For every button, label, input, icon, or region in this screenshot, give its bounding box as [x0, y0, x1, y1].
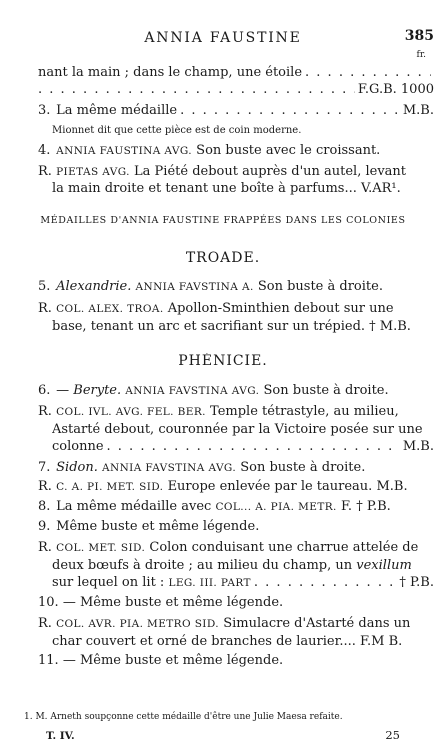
rarity-mark: M.B. [402, 103, 434, 118]
reverse-mark: R. [38, 540, 52, 555]
coin-legend: PIETAS AVG. [56, 166, 130, 178]
entry-7-obverse: 7. Sidon. ANNIA FAVSTINA AVG. Son buste à droite. [38, 460, 366, 475]
signature-mark: T. IV. [46, 730, 75, 742]
rarity-mark: F.M B. [360, 634, 403, 649]
leader-dots [107, 438, 400, 455]
entry-9-reverse: R. COL. MET. SID. Colon conduisant une charrue attelée de [38, 540, 419, 555]
entry-10-reverse: R. COL. AVR. PIA. METRO SID. Simulacre d'Astarté dans un [38, 616, 411, 631]
reverse-mark: R. [38, 164, 52, 179]
entry-7-reverse: R. C. A. PI. MET. SID. Europe enlevée par le taureau. M.B. [38, 479, 408, 494]
coin-legend: COL... A. PIA. METR. [215, 501, 337, 513]
entry-number: 10. [38, 595, 59, 610]
entry-9-reverse-line-2: deux bœufs à droite ; au milieu du champ, un vexillum [52, 558, 412, 573]
coin-legend: LEG. III. PART [168, 577, 251, 589]
leader-dots [38, 81, 355, 98]
entry-4-reverse-line-2: la main droite et tenant une boîte à parfums... V.AR¹. [52, 181, 401, 196]
entry-number: 6. [38, 383, 51, 398]
coin-legend: ANNIA FAVSTINA AVG. [102, 462, 237, 474]
section-heading-phenicie: PHÉNICIE. [178, 353, 268, 369]
entry-3: 3. La même médaille . . . M.B. [38, 102, 434, 119]
leader-dots [254, 574, 397, 591]
reverse-mark: R. [38, 616, 52, 631]
entry-5-reverse: R. COL. ALEX. TROA. Apollon-Sminthien debout sur une [38, 301, 394, 316]
coin-legend: ANNIA FAUSTINA AVG. [56, 145, 193, 157]
entry-5-obverse: 5. Alexandrie. ANNIA FAVSTINA A. Son buste à droite. [38, 279, 383, 294]
entry-4-obverse: 4. ANNIA FAUSTINA AVG. Son buste avec le croissant. [38, 143, 381, 158]
colonies-heading: MÉDAILLES D'ANNIA FAUSTINE FRAPPÉES DANS LES COLONIES [40, 215, 406, 226]
reverse-mark: R. [38, 479, 52, 494]
entry-4-reverse: R. PIETAS AVG. La Piété debout auprès d'un autel, levant [38, 164, 407, 179]
section-heading-troade: TROADE. [185, 250, 261, 266]
leader-dots [180, 102, 400, 119]
entry-6-reverse-line-2: Astarté debout, couronnée par la Victoire posée sur une [52, 422, 423, 437]
rarity-mark: † M.B. [369, 319, 411, 334]
entry-6-reverse: R. COL. IVL. AVG. FEL. BER. Temple tétrastyle, au milieu, [38, 404, 399, 419]
city-name: — Beryte. [56, 383, 122, 398]
entry-8: 8. La même médaille avec COL... A. PIA. METR. F. † P.B. [38, 499, 391, 514]
entry-9-reverse-line-3: sur lequel on lit : LEG. III. PART . . . † P.B. [52, 574, 434, 592]
coin-legend: COL. IVL. AVG. FEL. BER. [56, 406, 206, 418]
coin-legend: COL. MET. SID. [56, 542, 146, 554]
entry-number: 5. [38, 279, 51, 294]
latin-term: vexillum [356, 558, 412, 573]
entry-9-obverse: 9. Même buste et même légende. [38, 519, 260, 534]
running-title: ANNIA FAUSTINE [144, 30, 302, 46]
entry-number: 11. [38, 653, 59, 668]
entry-6-obverse: 6. — Beryte. ANNIA FAVSTINA AVG. Son buste à droite. [38, 383, 389, 398]
rarity-mark: M.B. [376, 479, 408, 494]
footnote: 1. M. Arneth soupçonne cette médaille d'être une Julie Maesa refaite. [24, 712, 343, 722]
entry-3-note: Mionnet dit que cette pièce est de coin moderne. [52, 125, 302, 136]
entry-number: 4. [38, 143, 51, 158]
entry-2-line-1: nant la main ; dans le champ, une étoile . . . [38, 64, 434, 81]
reverse-mark: R. [38, 404, 52, 419]
reverse-mark: R. [38, 301, 52, 316]
coin-legend: COL. ALEX. TROA. [56, 303, 164, 315]
rarity-mark: F. † P.B. [340, 499, 391, 514]
entry-number: 8. [38, 499, 51, 514]
entry-10-obverse: 10. — Même buste et même légende. [38, 595, 284, 610]
folio-number: 25 [385, 728, 400, 742]
entry-10-reverse-line-2: char couvert et orné de branches de laurier.... F.M B. [52, 634, 403, 649]
entry-6-reverse-line-3: colonne . . . M.B. [52, 438, 434, 455]
entry-number: 3. [38, 103, 51, 118]
entry-number: 7. [38, 460, 51, 475]
rarity-mark: V.AR¹. [361, 181, 401, 196]
page-number: 385 [404, 28, 434, 44]
rarity-mark: F.G.B. 1000 [357, 82, 434, 97]
rarity-mark: † P.B. [399, 575, 434, 590]
entry-number: 9. [38, 519, 51, 534]
entry-5-reverse-line-2: base, tenant un arc et sacrifiant sur un trépied. † M.B. [52, 319, 411, 334]
leader-dots [305, 64, 431, 81]
city-name: Sidon. [56, 460, 98, 475]
coin-legend: COL. AVR. PIA. METRO SID. [56, 618, 220, 630]
coin-legend: ANNIA FAVSTINA AVG. [125, 385, 260, 397]
coin-legend: C. A. PI. MET. SID. [56, 481, 164, 493]
city-name: Alexandrie. [56, 279, 132, 294]
entry-11: 11. — Même buste et même légende. [38, 653, 284, 668]
rarity-mark: M.B. [402, 439, 434, 454]
entry-2-line-2 [38, 81, 434, 98]
currency-unit: fr. [416, 50, 426, 60]
coin-legend: ANNIA FAVSTINA A. [135, 281, 254, 293]
